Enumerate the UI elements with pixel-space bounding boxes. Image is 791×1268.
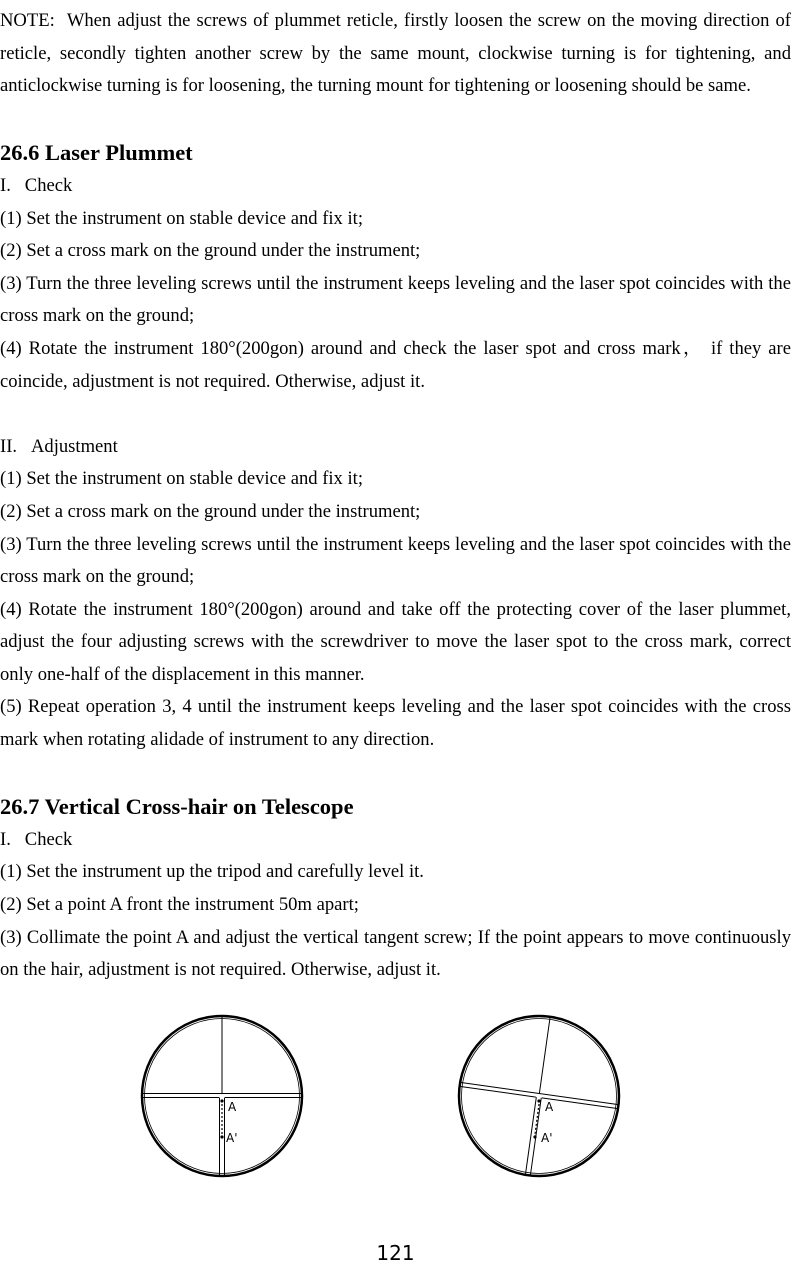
- crosshair-check-step-2: (2) Set a point A front the instrument 50m apart;: [0, 894, 359, 916]
- note-paragraph: NOTE: When adjust the screws of plummet reticle, firstly loosen the screw on the moving direction of reticle, secondly tighten another screw by the same mount, clockwise turning is for tightening, and anticlockwise turning is for loosening, the turning mount for tightening or loosening should be same.: [0, 10, 791, 97]
- page-number: 121: [376, 1241, 415, 1265]
- point-a-prime-label: A': [226, 1131, 238, 1145]
- crosshair-check-step-3: (3) Collimate the point A and adjust the vertical tangent screw; If the point appears to move continuously on the hair, adjustment is not required. Otherwise, adjust it.: [0, 926, 791, 981]
- check-heading-2: I. Check: [0, 828, 73, 850]
- section-title-laser-plummet: 26.6 Laser Plummet: [0, 140, 193, 166]
- point-a-label-tilted: A: [545, 1100, 554, 1114]
- point-a-label: A: [228, 1100, 237, 1114]
- adjust-step-2: (2) Set a cross mark on the ground under the instrument;: [0, 500, 421, 522]
- point-a-prime-label-tilted: A': [541, 1131, 553, 1145]
- reticle-diagram-correct: [139, 1008, 307, 1180]
- adjust-step-4: (4) Rotate the instrument 180°(200gon) around and take off the protecting cover of the laser plummet, adjust the four adjusting screws with the screwdriver to move the laser spot to the cross mark, correct only one-half of the displacement in this manner.: [0, 598, 791, 685]
- reticle-diagram-tilted: [456, 1008, 624, 1180]
- check-step-1: (1) Set the instrument on stable device and fix it;: [0, 207, 364, 229]
- check-step-2: (2) Set a cross mark on the ground under the instrument;: [0, 240, 421, 262]
- crosshair-check-step-1: (1) Set the instrument up the tripod and carefully level it.: [0, 861, 424, 883]
- adjust-step-3: (3) Turn the three leveling screws until the instrument keeps leveling and the laser spot coincides with the cross mark on the ground;: [0, 533, 791, 588]
- check-heading: I. Check: [0, 174, 73, 196]
- section-title-vertical-crosshair: 26.7 Vertical Cross-hair on Telescope: [0, 794, 354, 820]
- adjustment-heading: II. Adjustment: [0, 435, 118, 457]
- reticle-figures: [0, 1008, 791, 1188]
- check-step-3: (3) Turn the three leveling screws until the instrument keeps leveling and the laser spot coincides with the cross mark on the ground;: [0, 272, 791, 327]
- check-step-4: (4) Rotate the instrument 180°(200gon) around and check the laser spot and cross mark， if they are coincide, adjustment is not required. Otherwise, adjust it.: [0, 337, 791, 392]
- adjust-step-1: (1) Set the instrument on stable device and fix it;: [0, 468, 364, 490]
- adjust-step-5: (5) Repeat operation 3, 4 until the instrument keeps leveling and the laser spot coincides with the cross mark when rotating alidade of instrument to any direction.: [0, 696, 791, 751]
